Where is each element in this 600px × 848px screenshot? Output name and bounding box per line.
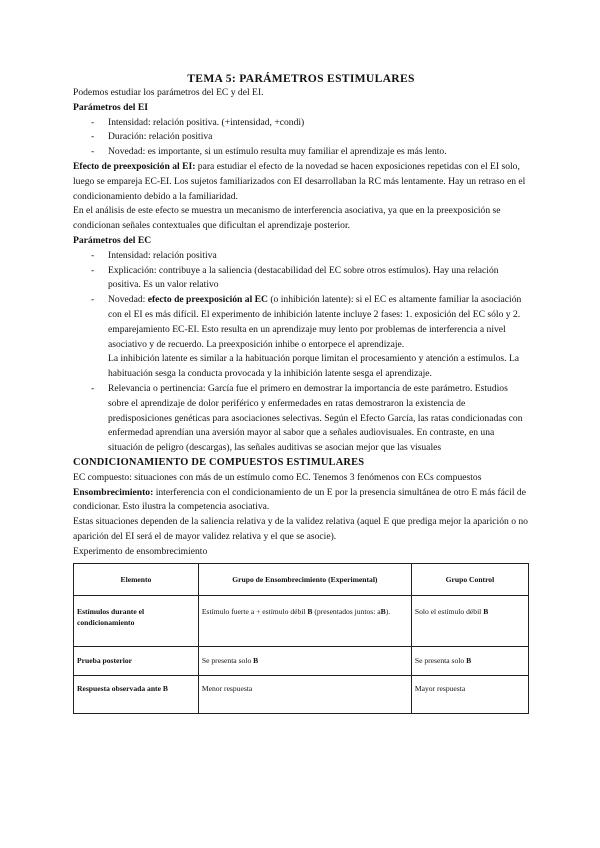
list-item: - Intensidad: relación positiva. (+intensidad, +condi) (73, 116, 529, 131)
latent-inhibition-text: La inhibición latente es similar a la habituación porque limitan el procesamiento y atención a estímulos. La habituación sesga la conducta provocada y la inhibición latente sesga el aprendizaje. (108, 353, 520, 380)
table-row (74, 675, 529, 713)
control-cell (411, 646, 528, 675)
ec-list (73, 249, 529, 456)
analysis-paragraph: En el análisis de este efecto se muestra un mecanismo de interferencia asociativa, ya que en la preexposición se condicionan señales contextuales que dificultan el aprendizaje posterior. (73, 205, 501, 232)
list-item: - Intensidad: relación positiva (73, 249, 529, 264)
overshadowing-text: interferencia con el condicionamiento de un E por la presencia simultánea de otro E más fácil de condicionar. Esto ilustra la competencia asociativa. (73, 486, 526, 513)
cell-bold-text: B (253, 655, 259, 665)
preexposure-ei-label: Efecto de preexposición al EI: (73, 160, 196, 172)
overshadowing-label: Ensombrecimiento: (73, 486, 154, 498)
table-header-cell: Elemento (74, 563, 199, 595)
preexposure-ei-paragraph (73, 160, 529, 204)
control-cell (411, 595, 528, 646)
list-item: - Explicación: contribuye a la saliencia (destacabilidad del EC sobre otros estímulos). Hay una relación positiva. Es un valor relativo (73, 264, 529, 294)
table-caption: Experimento de ensombrecimiento (73, 545, 208, 557)
compound-definition: EC compuesto: situaciones con más de un estímulo como EC. Tenemos 3 fenómenos con ECs compuestos (73, 471, 482, 483)
control-cell: Mayor respuesta (411, 675, 528, 713)
page-title: TEMA 5: PARÁMETROS ESTIMULARES (187, 72, 415, 85)
preexposure-ei-text: para estudiar el efecto de la novedad se hacen exposiciones repetidas con el EI solo, luego se empareja EC-EI. Los sujetos familiarizados con EI desarrollaban la RC más lentamente. Hay un retraso en el condicionamiento debido a la familiaridad. (73, 160, 526, 202)
cell-bold-text: B (380, 606, 386, 616)
cell-text: Solo el estímulo débil (414, 606, 484, 616)
list-item (73, 293, 529, 382)
ei-heading: Parámetros del EI (73, 101, 148, 113)
row-label-cell: Estímulos durante el condicionamiento (74, 595, 199, 646)
overshadowing-table (73, 563, 529, 714)
table-header-row (74, 563, 529, 595)
cell-text: Se presenta solo (201, 655, 254, 665)
overshadowing-paragraph (73, 486, 529, 516)
cell-text: (presentados juntos: a (312, 606, 381, 616)
cell-bold-text: B (483, 606, 489, 616)
novelty-prefix: Novedad: (108, 294, 148, 306)
intro-paragraph: Podemos estudiar los parámetros del EC y del EI. (73, 87, 264, 98)
preexposure-ec-label: efecto de preexposición al EC (147, 294, 268, 306)
table-row (74, 595, 529, 646)
table-row (74, 646, 529, 675)
table-header-cell: Grupo de Ensombrecimiento (Experimental) (198, 563, 411, 595)
experimental-cell (198, 595, 411, 646)
experimental-cell (198, 646, 411, 675)
compound-heading: CONDICIONAMIENTO DE COMPUESTOS ESTIMULARES (73, 456, 365, 468)
cell-bold-text: B (466, 655, 472, 665)
document-page (73, 72, 529, 714)
novelty-text: (o inhibición latente): si el EC es altamente familiar la asociación con el EI es más difícil. El experimento de inhibición latente incluye 2 fases: 1. exposición del EC sólo y 2. emparejamiento EC-EI. Esto resulta en un aprendizaje muy lento por problemas de interferencia a nivel asociativo y de recuerdo. La preexposición inhibe o entorpece el aprendizaje. (108, 294, 522, 350)
ei-list (73, 116, 529, 160)
list-item: - Novedad: es importante, si un estímulo resulta muy familiar el aprendizaje es más lento. (73, 145, 529, 160)
list-item: - Relevancia o pertinencia: García fue el primero en demostrar la importancia de este parámetro. Estudios sobre el aprendizaje de dolor periférico y enfermedades en ratas demostraron la existencia de predisposiciones genéticas para asociaciones selectivas. Según el Efecto García, las ratas condicionadas con enfermedad aprendían una aversión mayor al sabor que a señales audiovisuales. En contraste, en una situación de peligro (descargas), las señales auditivas se asocian mejor que las visuales (73, 382, 529, 456)
ec-heading: Parámetros del EC (73, 234, 152, 246)
experimental-cell: Menor respuesta (198, 675, 411, 713)
cell-text: Estímulo fuerte a + estímulo débil (201, 606, 308, 616)
situations-paragraph: Estas situaciones dependen de la saliencia relativa y de la validez relativa (aquel E que prediga mejor la aparición o no aparición del EI será el de mayor validez relativa y el que se asocie). (73, 516, 528, 542)
row-label-cell: Prueba posterior (74, 646, 199, 675)
cell-text: Se presenta solo (414, 655, 467, 665)
row-label-cell: Respuesta observada ante B (74, 675, 199, 713)
cell-bold-text: B (307, 606, 313, 616)
list-item: - Duración: relación positiva (73, 130, 529, 145)
table-header-cell: Grupo Control (411, 563, 528, 595)
cell-text: ). (385, 606, 391, 616)
